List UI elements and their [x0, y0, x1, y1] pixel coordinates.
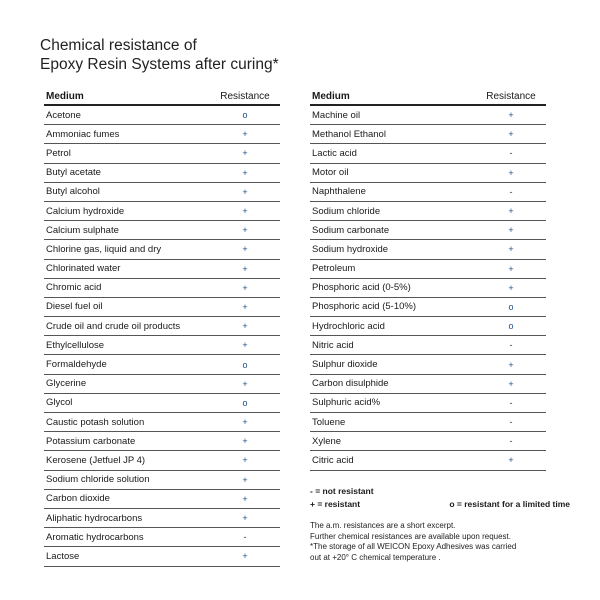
resistance-cell: + [508, 282, 514, 293]
medium-cell: Aliphatic hydrocarbons [46, 512, 143, 524]
table-row [310, 260, 546, 279]
medium-cell: Carbon dioxide [46, 493, 110, 505]
table-row [310, 240, 546, 259]
medium-cell: Sodium chloride solution [46, 474, 150, 486]
legend [310, 486, 570, 512]
resistance-cell: - [509, 397, 513, 408]
table-row [310, 106, 546, 125]
medium-cell: Machine oil [312, 109, 361, 121]
table-row [310, 183, 546, 202]
resistance-cell: - [509, 436, 513, 447]
resistance-cell: + [508, 359, 514, 370]
resistance-cell: + [508, 110, 514, 121]
medium-cell: Phosphoric acid (0-5%) [312, 282, 411, 294]
legend-resistant: + = resistant [310, 499, 361, 509]
resistance-cell: - [509, 186, 513, 197]
medium-cell: Methanol Ethanol [312, 128, 386, 140]
table-row [310, 451, 546, 470]
table-row [44, 375, 280, 394]
medium-cell: Sodium chloride [312, 205, 381, 217]
table-row [310, 125, 546, 144]
medium-cell: Petroleum [312, 263, 356, 275]
resistance-cell: + [242, 493, 248, 504]
medium-cell: Nitric acid [312, 339, 354, 351]
resistance-cell: + [242, 206, 248, 217]
medium-cell: Motor oil [312, 167, 349, 179]
medium-cell: Glycol [46, 397, 73, 409]
table-row [44, 183, 280, 202]
title-line-2: Epoxy Resin Systems after curing* [40, 56, 279, 73]
medium-cell: Ammoniac fumes [46, 128, 120, 140]
resistance-cell: + [508, 455, 514, 466]
medium-cell: Carbon disulphide [312, 378, 389, 390]
table-row [310, 413, 546, 432]
table-row [44, 221, 280, 240]
resistance-cell: + [242, 417, 248, 428]
resistance-cell: + [242, 263, 248, 274]
right-resistance-table [310, 86, 546, 471]
resistance-cell: + [508, 263, 514, 274]
medium-cell: Chlorine gas, liquid and dry [46, 243, 162, 255]
medium-cell: Phosphoric acid (5-10%) [312, 301, 417, 313]
resistance-cell: o [242, 359, 248, 370]
medium-cell: Hydrochloric acid [312, 320, 385, 332]
medium-cell: Chromic acid [46, 282, 102, 294]
resistance-cell: + [242, 551, 248, 562]
medium-cell: Chlorinated water [46, 263, 121, 275]
table-row [44, 432, 280, 451]
medium-cell: Citric acid [312, 454, 354, 466]
table-row [44, 164, 280, 183]
table-row [44, 451, 280, 470]
table-row [44, 202, 280, 221]
page-title [40, 36, 560, 74]
table-row [310, 432, 546, 451]
table-row [310, 164, 546, 183]
medium-cell: Calcium sulphate [46, 224, 119, 236]
table-row [310, 317, 546, 336]
resistance-cell: + [508, 378, 514, 389]
table-row [44, 528, 280, 547]
medium-cell: Toluene [312, 416, 346, 428]
table-row [44, 471, 280, 490]
title-line-1: Chemical resistance of [40, 37, 197, 54]
medium-cell: Lactic acid [312, 147, 357, 159]
resistance-cell: + [242, 321, 248, 332]
resistance-cell: - [509, 340, 513, 351]
note-line-2: Further chemical resistances are available upon request. [310, 531, 511, 541]
resistance-cell: + [242, 436, 248, 447]
table-row [44, 260, 280, 279]
medium-cell: Glycerine [46, 378, 87, 390]
table-row [310, 279, 546, 298]
resistance-cell: + [242, 186, 248, 197]
note-line-3: *The storage of all WEICON Epoxy Adhesives was carried [310, 542, 517, 551]
medium-cell: Lactose [46, 550, 80, 562]
resistance-cell: - [509, 148, 513, 159]
table-row [310, 221, 546, 240]
resistance-cell: + [242, 167, 248, 178]
table-row [310, 375, 546, 394]
header-resistance: Resistance [220, 91, 270, 102]
resistance-cell: + [242, 129, 248, 140]
table-row [44, 106, 280, 125]
note-line-1: The a.m. resistances are a short excerpt. [310, 521, 456, 530]
table-row [44, 413, 280, 432]
table-row [44, 394, 280, 413]
legend-limited: o = resistant for a limited time [449, 499, 570, 509]
table-row [310, 336, 546, 355]
note-line-4: out at +20° C chemical temperature . [310, 552, 441, 562]
table-header [310, 86, 546, 106]
resistance-cell: + [242, 513, 248, 524]
medium-cell: Sodium hydroxide [312, 243, 389, 255]
table-row [310, 355, 546, 374]
medium-cell: Crude oil and crude oil products [46, 320, 181, 332]
resistance-cell: + [242, 340, 248, 351]
legend-not-resistant: - = not resistant [310, 486, 374, 496]
medium-cell: Butyl acetate [46, 167, 101, 179]
table-row [310, 298, 546, 317]
resistance-cell: + [242, 455, 248, 466]
medium-cell: Ethylcellulose [46, 339, 105, 351]
resistance-cell: + [242, 474, 248, 485]
medium-cell: Xylene [312, 435, 342, 447]
resistance-cell: o [508, 301, 514, 312]
medium-cell: Calcium hydroxide [46, 205, 125, 217]
medium-cell: Potassium carbonate [46, 435, 136, 447]
resistance-cell: + [242, 282, 248, 293]
table-row [44, 317, 280, 336]
table-row [44, 490, 280, 509]
table-row [44, 298, 280, 317]
resistance-cell: + [242, 378, 248, 389]
resistance-cell: + [508, 129, 514, 140]
table-row [44, 125, 280, 144]
resistance-cell: + [242, 301, 248, 312]
resistance-cell: + [242, 225, 248, 236]
medium-cell: Naphthalene [312, 186, 366, 198]
table-row [310, 394, 546, 413]
header-medium: Medium [312, 91, 350, 102]
resistance-cell: + [242, 244, 248, 255]
medium-cell: Diesel fuel oil [46, 301, 103, 313]
medium-cell: Aromatic hydrocarbons [46, 531, 144, 543]
resistance-cell: - [509, 417, 513, 428]
medium-cell: Acetone [46, 109, 81, 121]
resistance-cell: + [508, 167, 514, 178]
table-row [44, 336, 280, 355]
header-resistance: Resistance [486, 91, 536, 102]
table-row [44, 355, 280, 374]
medium-cell: Sulphuric acid% [312, 397, 381, 409]
resistance-cell: + [508, 225, 514, 236]
header-medium: Medium [46, 91, 84, 102]
medium-cell: Sulphur dioxide [312, 359, 378, 371]
medium-cell: Formaldehyde [46, 359, 107, 371]
footnotes [310, 521, 570, 563]
resistance-cell: + [508, 206, 514, 217]
table-header [44, 86, 280, 106]
table-row [44, 240, 280, 259]
table-row [44, 547, 280, 566]
table-row [310, 144, 546, 163]
resistance-cell: o [242, 110, 248, 121]
left-resistance-table [44, 86, 280, 567]
medium-cell: Petrol [46, 147, 71, 159]
medium-cell: Caustic potash solution [46, 416, 145, 428]
medium-cell: Butyl alcohol [46, 186, 100, 198]
resistance-cell: o [508, 321, 514, 332]
table-row [310, 202, 546, 221]
medium-cell: Sodium carbonate [312, 224, 390, 236]
resistance-cell: + [508, 244, 514, 255]
table-row [44, 279, 280, 298]
resistance-cell: + [242, 148, 248, 159]
resistance-cell: o [242, 397, 248, 408]
medium-cell: Kerosene (Jetfuel JP 4) [46, 454, 146, 466]
resistance-cell: - [243, 532, 247, 543]
table-row [44, 144, 280, 163]
table-row [44, 509, 280, 528]
